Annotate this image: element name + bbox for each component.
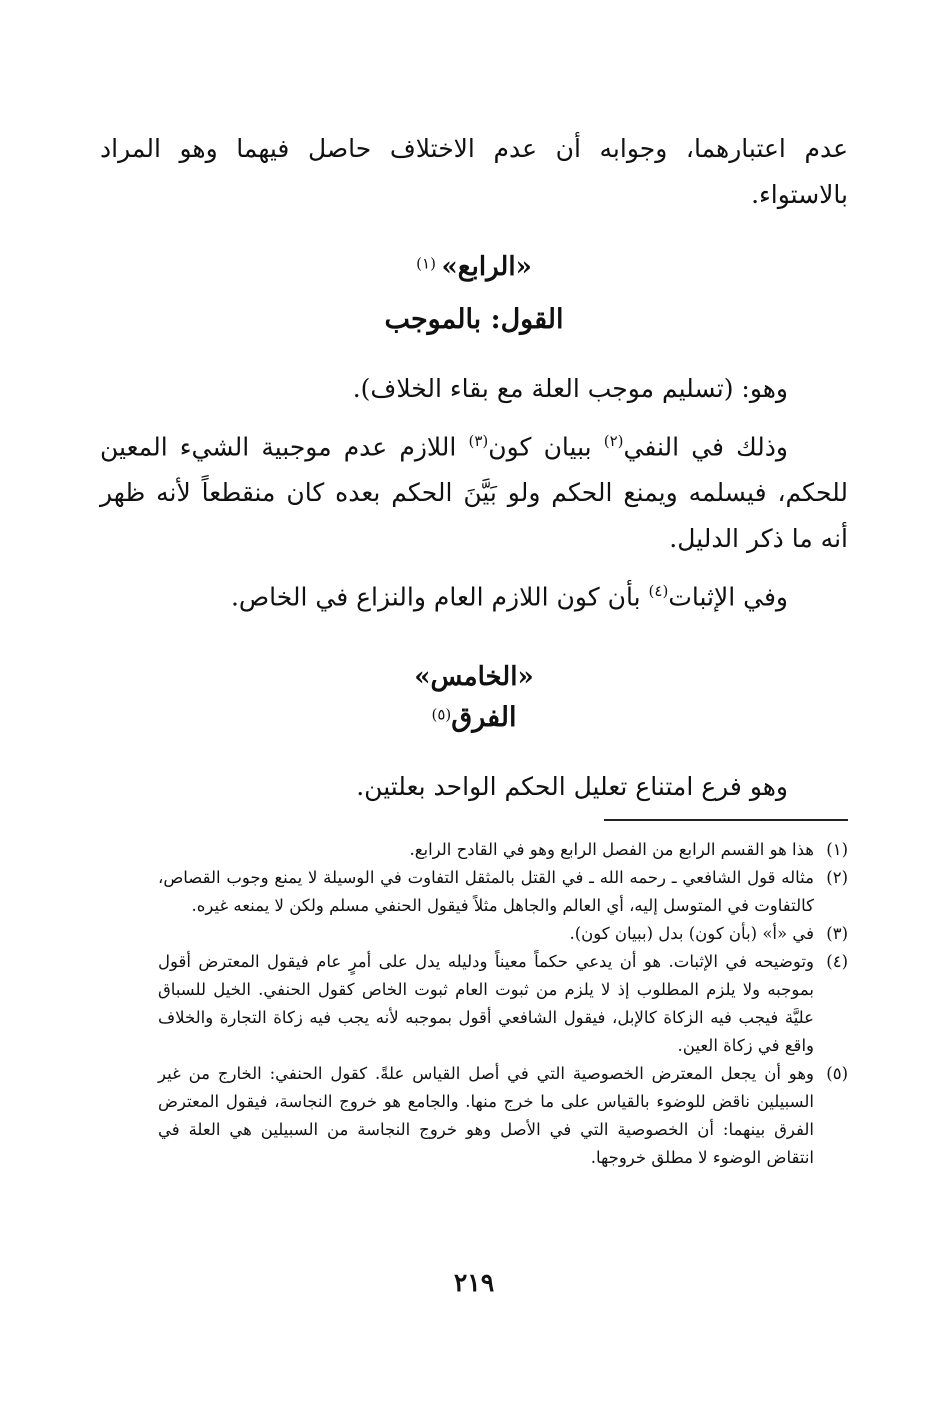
section-heading-fourth	[0, 252, 948, 282]
footnote	[158, 920, 848, 948]
section-number: «الخامس»	[414, 662, 534, 692]
footnote-text: وهو أن يجعل المعترض الخصوصية التي في أصل القياس علةً. كقول الحنفي: الخارج من غير السبيلين ناقض للوضوء بالقياس على ما خرج منها. والجامع هو خروج النجاسة، فيقول المعترض الفرق بينهما: أن الخصوصية التي في الأصل وهو خروج النجاسة من السبيلين هي العلة في انتقاض الوضوء لا مطلق خروجها.	[158, 1064, 814, 1167]
footnote-text: مثاله قول الشافعي ـ رحمه الله ـ في القتل بالمثقل التفاوت في الوسيلة لا يمنع وجوب القصاص، كالتفاوت في المتوسل إليه، أي العالم والجاهل مثلاً فيقول الحنفي مسلم ولكن لا يمنعه غيره.	[158, 868, 814, 915]
footnote-number: (٤)	[826, 952, 848, 971]
footnote-number: (٢)	[826, 868, 848, 887]
footnote-separator	[604, 819, 848, 821]
footnote-ref: (١)	[416, 254, 436, 273]
definition-paragraph: وهو فرع امتناع تعليل الحكم الواحد بعلتين.	[356, 772, 788, 801]
section-heading-fifth	[0, 702, 948, 733]
paragraph-text: ببيان كون	[488, 432, 604, 462]
negation-paragraph	[100, 418, 848, 562]
footnotes	[158, 836, 848, 1172]
affirmation-paragraph	[100, 568, 848, 620]
footnote	[158, 836, 848, 864]
section-title: الفرق	[451, 702, 517, 733]
intro-paragraph: عدم اعتبارهما، وجوابه أن عدم الاختلاف حاصل فيهما وهو المراد بالاستواء.	[100, 134, 848, 209]
page-number: ٢١٩	[453, 1268, 495, 1297]
footnote-ref: (٤)	[648, 582, 669, 600]
footnote-text: هذا هو القسم الرابع من الفصل الرابع وهو في القادح الرابع.	[409, 840, 814, 859]
footnote	[158, 948, 848, 1060]
definition-paragraph: وهو: (تسليم موجب العلة مع بقاء الخلاف).	[352, 374, 788, 403]
footnote	[158, 1060, 848, 1172]
paragraph-text: بأن كون اللازم العام والنزاع في الخاص.	[230, 582, 649, 612]
paragraph-text: وفي الإثبات	[668, 582, 788, 612]
footnote-ref: (٢)	[603, 432, 624, 450]
footnote-number: (٥)	[826, 1064, 848, 1083]
footnote-ref: (٥)	[431, 705, 452, 724]
footnote	[158, 864, 848, 920]
paragraph-text: اللازم عدم موجبية الشيء المعين للحكم، فيسلمه ويمنع الحكم ولو بَيَّنَ الحكم بعده كان منقطعاً لأنه ظهر أنه ما ذكر الدليل.	[100, 432, 848, 554]
footnote-text: وتوضيحه في الإثبات. هو أن يدعي حكماً معيناً ودليله يدل على أمرٍ عام فيقول المعترض أقول بموجبه ولا يلزم المطلوب إذ لا يلزم من ثبوت العام ثبوت الخاص كقول الحنفي. الخيل للسباق عليَّة فيجب فيه الزكاة كالإبل، فيقول الشافعي أقول بموجبه لأنه يجب فيه زكاة التجارة والخلاف واقع في زكاة العين.	[158, 952, 814, 1055]
footnote-number: (١)	[826, 840, 848, 859]
section-title: القول: بالموجب	[384, 304, 564, 335]
section-number: «الرابع»	[441, 252, 532, 282]
footnote-number: (٣)	[826, 924, 848, 943]
paragraph-text: وذلك في النفي	[623, 432, 789, 462]
footnote-ref: (٣)	[468, 432, 489, 450]
footnote-text: في «أ» (بأن كون) بدل (ببيان كون).	[569, 924, 814, 943]
